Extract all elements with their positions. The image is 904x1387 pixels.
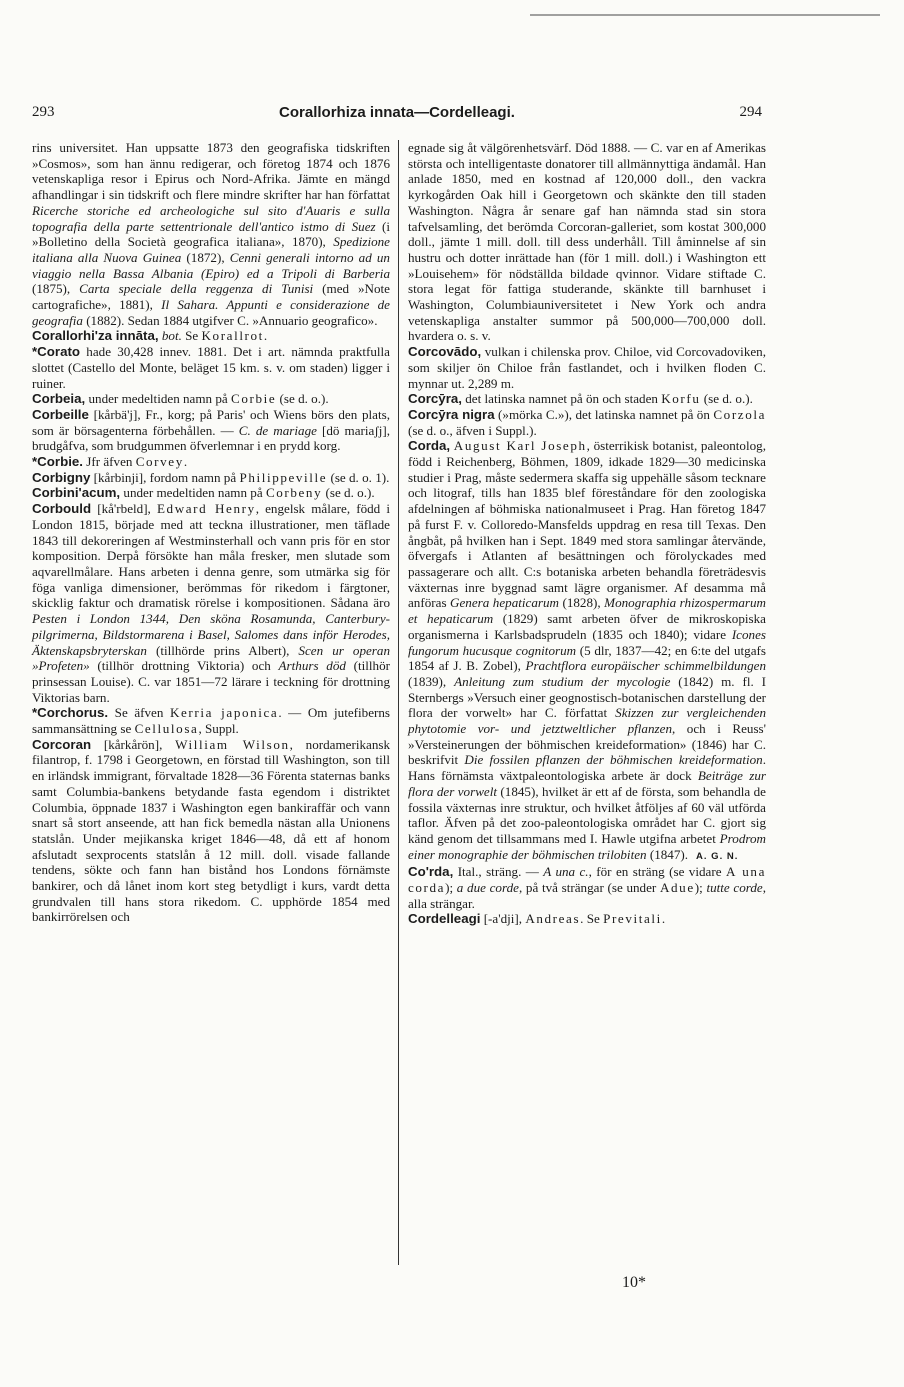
headword: Corbeille [32, 406, 89, 422]
entry-corbould: Corbould [kå'rbeld], Edward Henry, engelsk målare, född i London 1815, började med att teckna illustrationer, men täflade 1843 till dekoreringen af Westminsterhall och vann pris för en stor komposition. Derpå försökte han måla fresker, men slutade som aqvarellmålare. Hans arbeten i denna genre, som utmärka sig för föga vanliga dimensioner, berömmas för rikedom i färgtoner, skicklig faktur och dramatisk rörelse i kompositionen. Sådana äro Pesten i London 1344, Den sköna Rosamunda, Canterbury-pilgrimerna, Bildstormarena i Basel, Salomes dans inför Herodes, Äktenskapsbryterskan (tillhörde prins Albert), Scen ur operan »Profeten» (tillhör drottning Viktoria) och Arthurs död (tillhör prinsessan Louise). C. var 1851—72 lärare i teckning för drottning Viktorias barn. [32, 501, 391, 705]
entry-corbiniacum: Corbini'acum, under medeltiden namn på Corbeny (se d. o.). [32, 485, 375, 501]
entry-corda-ital: Co'rda, Ital., sträng. — A una c., för en sträng (se vidare A una corda); a due corde, på två strängar (se under Adue); tutte corde, alla strängar. [408, 864, 767, 911]
entry-corcovado: Corcovādo, vulkan i chilenska prov. Chiloe, vid Corcovadoviken, som skiljer ön Chiloe från fastlandet, och i hvilken floden C. mynnar ut. 2,289 m. [408, 344, 766, 391]
sheet-signature: 10* [622, 1274, 646, 1291]
entry-corbeille: Corbeille [kårbä'j], Fr., korg; på Paris' och Wiens börs den plats, som är börsagenterna förbehållen. — C. de mariage [dö mariaʃj], brudgåfva, som brudgummen öfverlemnar i en prydd korg. [32, 406, 390, 454]
entry-corcoran: Corcoran [kårkårön], William Wilson, nordamerikansk filantrop, f. 1798 i Georgetown, en förstad till Washington, son till en irländsk immigrant, förvaltade 1828—36 Förenta staternas banks samt Columbia-bankens betydande fasta egendom i distriktet Columbia, öppnade 1837 i Washington egen bankiraffär och vann snart så stort anseende, att han fick bemedla nästan alla Unionens statslån. Under mejikanska kriget 1846—48, då ett af honom afslutadt sexprocents statslån å 12 mill. doll. visade fallande tendens, sökte och fann han bistånd hos Londons förnämste bankirer, och då lånet inom kort steg betydligt i kurs, vardt detta grundvalen till hans stora rikedom. C. upphörde 1854 med bankirrörelsen och [32, 736, 391, 925]
left-column [32, 140, 390, 925]
headword: Corda, [408, 438, 451, 454]
entry-corchorus: *Corchorus. Se äfven Kerria japonica. — Om jutefiberns sammansättning se Cellulosa, Suppl. [32, 705, 391, 737]
entry-corcyra-nigra: Corcȳra nigra (»mörka C.»), det latinska namnet på ön Corzola (se d. o., äfven i Suppl.). [408, 406, 766, 438]
headword: Corallorhi'za innāta, [32, 328, 159, 344]
headword: Corbigny [32, 469, 91, 485]
entry-corda: Corda, August Karl Joseph, österrikisk botanist, paleontolog, född i Reichenberg, Böhmen, 1809, idkade 1829—30 medicinska studier i Prag, måste sedermera skaffa sig uppehälle såsom tecknare och litograf, tills han 1835 blef föreståndare för den zoologiska afdelningen af böhmiska nationalmuseet i Prag. Han företog 1847 på furst F. v. Colloredo-Mansfelds uppdrag en resa till Texas. Den ångbåt, på hvilken han i Sept. 1849 med stora samlingar återvände, öfvergafs i Atlanten af besättningen och förolyckades med passagerare och allt. C:s botaniska arbeten behandla företrädesvis växternas inre byggnad samt lägre organismer. Af desamma må anföras Genera hepaticarum (1828), Monographia rhizospermarum et hepaticarum (1829) samt arbeten öfver de mikroskopiska organismerna i Karlsbadsprudeln (1835 och 1840); vidare Icones fungorum hucusque cognitorum (5 dlr, 1837—42; en 6:te del utgafs 1854 af J. B. Zobel), Prachtflora europäischer schimmelbildungen (1839), Anleitung zum studium der mycologie (1842) m. fl. I Sternbergs »Versuch einer geognostisch-botanischen darstellung der flora der vorwelt» har C. författat Skizzen zur vergleichenden phytotomie vor- und jetztweltlicher pflanzen, och i Reuss' »Versteinerungen der böhmischen kreideformation» (1846) har C. beskrifvit Die fossilen pflanzen der böhmischen kreideformation. Hans förnämsta växtpaleontologiska arbete är dock Beiträge zur flora der vorwelt (1845), hvilket är ett af de första, som behandla de fossila växternas inre struktur, och hvilket åtföljes af 60 väl utförda taflor. Äfven på det zoo-paleontologiska området har C. gjort sig känd genom det tillsammans med I. Hawle utgifna arbetet Prodrom einer monographie der böhmischen trilobiten (1847). A. G. N. [408, 438, 767, 862]
headword: *Corato [32, 344, 81, 360]
entry-continuation: rins universitet. Han uppsatte 1873 den geografiska tidskriften »Cosmos», som han ännu redigerar, och företog 1874 och 1876 vetenskapliga resor i Epirus och Nord-Afrika. Jämte en mängd afhandlingar i sin tidskrift och flere mindre skrifter har han författat Ricerche storiche ed archeologiche sul sito d'Auaris e sulla topografia della parte settentrionale dell'antico istmo di Suez (i »Bolletino della Società geografica italiana», 1870), Spedizione italiana alla Nuova Guinea (1872), Cenni generali intorno ad un viaggio nella Bassa Albania (Epiro) ed a Tripoli di Barberia (1875), Carta speciale della reggenza di Tunisi (med »Note cartografiche», 1881), Il Sahara. Appunti e considerazione de geografia (1882). Sedan 1884 utgifver C. »Annuario geografico». [32, 140, 391, 328]
headword: Co'rda, [408, 864, 454, 880]
page-header [32, 104, 762, 126]
headword: *Corchorus. [32, 705, 109, 721]
entry-corbigny: Corbigny [kårbinji], fordom namn på Philippeville (se d. o. 1). [32, 469, 390, 485]
headword: Cordelleagi [408, 911, 481, 927]
headword: Corbini'acum, [32, 485, 121, 501]
scan-edge-mark [530, 14, 880, 16]
headword: Corcoran [32, 736, 92, 752]
headword: Corbould [32, 501, 92, 517]
entry-corcoran-continued: egnade sig åt välgörenhetsvärf. Död 1888. — C. var en af Amerikas största och intelligentaste donatorer till allmännyttiga ändamål. Han anlade 1850, med en kostnad af 120,000 doll., den vackra kyrkogården Oak hill i Georgetown och skänkte den till staden Washington. Några år senare gaf han nämnda stad sin stora tafvelsamling, det berömda Corcoran-galleriet, som kostat 300,000 doll., jämte 1 mill. doll. till dess underhåll. Till åminnelse af sin hustru och dotter inrättade han (för 1 mill. doll.) i Washington ett »Louisehem» för nödställda bildade qvinnor. Vidare stiftade C. stora legat för fattiga studerande, skänkte till barnhuset i Washington, Columbiauniversitetet i New York och andra vetenskapliga anstalter summor på 500,000—700,000 doll. hvardera o. s. v. [408, 140, 766, 344]
entry-corallorhiza-innata: Corallorhi'za innāta, bot. Se Korallrot. [32, 328, 268, 344]
headword: Corbeia, [32, 391, 86, 407]
headword: Corcȳra, [408, 391, 462, 407]
column-divider [398, 140, 399, 1265]
page-number-right: 294 [739, 104, 762, 120]
entry-corcyra: Corcȳra, det latinska namnet på ön och staden Korfu (se d. o.). [408, 391, 753, 407]
right-column [408, 140, 766, 927]
entry-corbeia: Corbeia, under medeltiden namn på Corbie (se d. o.). [32, 391, 329, 407]
author-signature: A. G. N. [696, 850, 739, 862]
headword: Corcovādo, [408, 344, 482, 360]
entry-cordelleagi: Cordelleagi [-a'dji], Andreas. Se Previtali. [408, 911, 666, 927]
headword: *Corbie. [32, 454, 83, 470]
page-number-left: 293 [32, 104, 55, 120]
headword: Corcȳra nigra [408, 406, 495, 422]
entry-corbie: *Corbie. Jfr äfven Corvey. [32, 454, 188, 470]
entry-corato: *Corato hade 30,428 innev. 1881. Det i art. nämnda praktfulla slottet (Castello del Monte, beläget 15 km. s. v. om staden) ligger i ruiner. [32, 344, 390, 391]
running-title: Corallorhiza innata—Cordelleagi. [279, 104, 515, 121]
